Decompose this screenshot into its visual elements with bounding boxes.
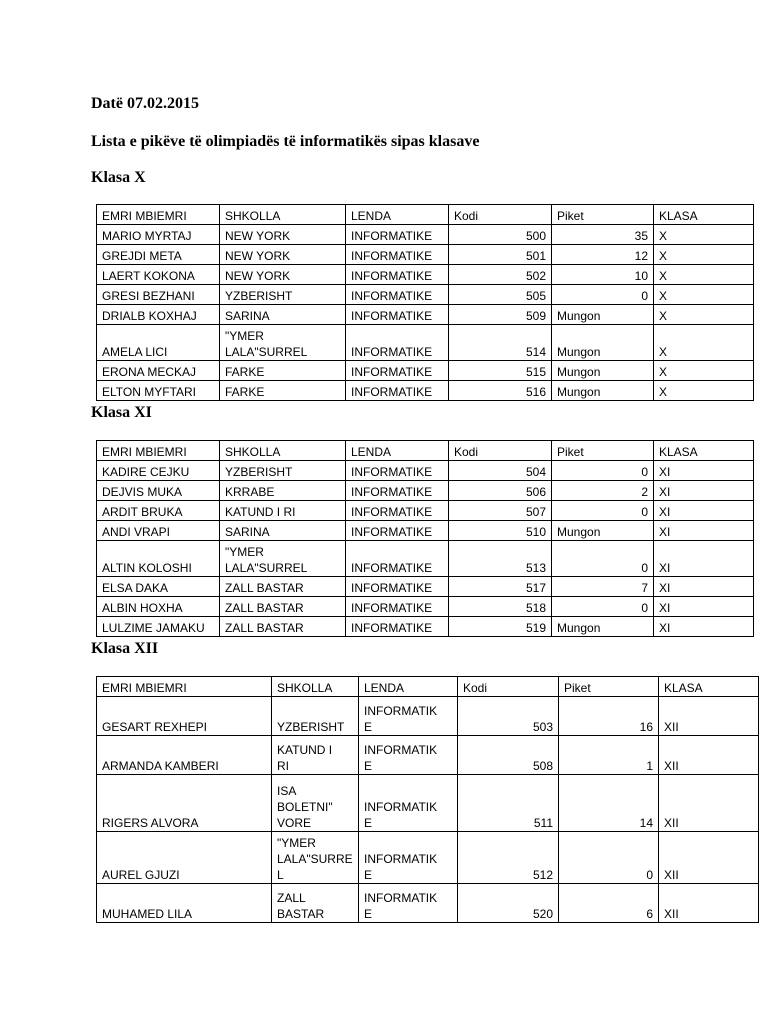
- cell-code: 505: [449, 285, 552, 305]
- cell-subject: INFORMATIKE: [346, 577, 449, 597]
- cell-school: NEW YORK: [220, 245, 346, 265]
- cell-points: Mungon: [552, 617, 654, 637]
- table-row: [97, 736, 759, 775]
- cell-code: 515: [449, 361, 552, 381]
- column-header-school: SHKOLLA: [220, 441, 346, 461]
- cell-name: LULZIME JAMAKU: [97, 617, 220, 637]
- table-row: [97, 481, 754, 501]
- cell-name: MARIO MYRTAJ: [97, 225, 220, 245]
- column-header-name: EMRI MBIEMRI: [97, 441, 220, 461]
- cell-school: KATUND I RI: [220, 501, 346, 521]
- section-heading-klasa-xii: Klasa XII: [91, 640, 159, 657]
- cell-subject: INFORMATIK E: [359, 775, 458, 832]
- cell-school: NEW YORK: [220, 265, 346, 285]
- table-row: [97, 617, 754, 637]
- cell-school: SARINA: [220, 305, 346, 325]
- cell-school: SARINA: [220, 521, 346, 541]
- table-header-row: [97, 205, 754, 225]
- cell-school: NEW YORK: [220, 225, 346, 245]
- cell-code: 509: [449, 305, 552, 325]
- cell-subject: INFORMATIKE: [346, 225, 449, 245]
- cell-class: X: [654, 325, 754, 361]
- cell-subject: INFORMATIKE: [346, 245, 449, 265]
- cell-code: 506: [449, 481, 552, 501]
- cell-name: ELSA DAKA: [97, 577, 220, 597]
- cell-name: ARDIT BRUKA: [97, 501, 220, 521]
- cell-subject: INFORMATIK E: [359, 884, 458, 923]
- table-row: [97, 884, 759, 923]
- cell-points: 35: [552, 225, 654, 245]
- cell-school: YZBERISHT: [272, 697, 359, 736]
- table-row: [97, 832, 759, 884]
- table-header-row: [97, 677, 759, 697]
- cell-points: 6: [559, 884, 659, 923]
- column-header-points: Piket: [552, 205, 654, 225]
- cell-subject: INFORMATIKE: [346, 617, 449, 637]
- cell-school: KRRABE: [220, 481, 346, 501]
- cell-subject: INFORMATIKE: [346, 361, 449, 381]
- section-heading-klasa-x: Klasa X: [91, 169, 146, 186]
- cell-points: 14: [559, 775, 659, 832]
- cell-points: 1: [559, 736, 659, 775]
- cell-subject: INFORMATIKE: [346, 501, 449, 521]
- column-header-code: Kodi: [449, 441, 552, 461]
- cell-class: X: [654, 305, 754, 325]
- cell-class: XI: [654, 541, 754, 577]
- table-row: [97, 501, 754, 521]
- cell-subject: INFORMATIKE: [346, 305, 449, 325]
- cell-subject: INFORMATIK E: [359, 832, 458, 884]
- cell-points: 16: [559, 697, 659, 736]
- cell-code: 517: [449, 577, 552, 597]
- cell-subject: INFORMATIKE: [346, 541, 449, 577]
- cell-name: DRIALB KOXHAJ: [97, 305, 220, 325]
- cell-code: 520: [458, 884, 559, 923]
- cell-code: 511: [458, 775, 559, 832]
- cell-name: ALBIN HOXHA: [97, 597, 220, 617]
- table-row: [97, 775, 759, 832]
- cell-school: ZALL BASTAR: [220, 577, 346, 597]
- table-header-row: [97, 441, 754, 461]
- cell-subject: INFORMATIKE: [346, 597, 449, 617]
- cell-subject: INFORMATIK E: [359, 697, 458, 736]
- table-row: [97, 577, 754, 597]
- cell-school: ZALL BASTAR: [272, 884, 359, 923]
- table-row: [97, 245, 754, 265]
- table-row: [97, 285, 754, 305]
- document-title: Lista e pikëve të olimpiadës të informatikës sipas klasave: [91, 133, 480, 150]
- table-row: [97, 265, 754, 285]
- cell-class: XI: [654, 461, 754, 481]
- cell-code: 514: [449, 325, 552, 361]
- column-header-name: EMRI MBIEMRI: [97, 205, 220, 225]
- cell-points: 0: [552, 461, 654, 481]
- cell-points: 7: [552, 577, 654, 597]
- cell-subject: INFORMATIKE: [346, 521, 449, 541]
- cell-school: YZBERISHT: [220, 285, 346, 305]
- column-header-school: SHKOLLA: [272, 677, 359, 697]
- table-row: [97, 697, 759, 736]
- column-header-code: Kodi: [449, 205, 552, 225]
- table-row: [97, 461, 754, 481]
- cell-name: RIGERS ALVORA: [97, 775, 272, 832]
- column-header-class: KLASA: [654, 441, 754, 461]
- column-header-points: Piket: [552, 441, 654, 461]
- table-row: [97, 361, 754, 381]
- cell-class: X: [654, 225, 754, 245]
- cell-points: Mungon: [552, 305, 654, 325]
- cell-name: LAERT KOKONA: [97, 265, 220, 285]
- table-row: [97, 521, 754, 541]
- cell-school: FARKE: [220, 361, 346, 381]
- column-header-school: SHKOLLA: [220, 205, 346, 225]
- cell-subject: INFORMATIKE: [346, 285, 449, 305]
- cell-name: ALTIN KOLOSHI: [97, 541, 220, 577]
- cell-points: Mungon: [552, 325, 654, 361]
- cell-points: 12: [552, 245, 654, 265]
- cell-class: X: [654, 381, 754, 401]
- cell-points: 0: [552, 285, 654, 305]
- cell-name: ARMANDA KAMBERI: [97, 736, 272, 775]
- cell-code: 518: [449, 597, 552, 617]
- cell-class: XI: [654, 577, 754, 597]
- cell-subject: INFORMATIKE: [346, 381, 449, 401]
- column-header-class: KLASA: [659, 677, 759, 697]
- cell-subject: INFORMATIK E: [359, 736, 458, 775]
- cell-class: X: [654, 285, 754, 305]
- cell-points: Mungon: [552, 361, 654, 381]
- cell-school: YZBERISHT: [220, 461, 346, 481]
- cell-code: 510: [449, 521, 552, 541]
- column-header-class: KLASA: [654, 205, 754, 225]
- column-header-subject: LENDA: [359, 677, 458, 697]
- cell-subject: INFORMATIKE: [346, 481, 449, 501]
- cell-school: ISA BOLETNI" VORE: [272, 775, 359, 832]
- cell-name: GRESI BEZHANI: [97, 285, 220, 305]
- cell-class: XI: [654, 481, 754, 501]
- cell-school: "YMER LALA"SURREL: [220, 541, 346, 577]
- cell-class: XI: [654, 521, 754, 541]
- cell-class: XI: [654, 597, 754, 617]
- cell-name: GREJDI META: [97, 245, 220, 265]
- cell-class: XII: [659, 884, 759, 923]
- table-row: [97, 597, 754, 617]
- cell-code: 503: [458, 697, 559, 736]
- cell-name: ERONA MECKAJ: [97, 361, 220, 381]
- cell-subject: INFORMATIKE: [346, 265, 449, 285]
- cell-class: XII: [659, 775, 759, 832]
- cell-name: ELTON MYFTARI: [97, 381, 220, 401]
- cell-school: ZALL BASTAR: [220, 617, 346, 637]
- cell-school: KATUND I RI: [272, 736, 359, 775]
- section-heading-klasa-xi: Klasa XI: [91, 404, 152, 421]
- cell-name: DEJVIS MUKA: [97, 481, 220, 501]
- cell-class: X: [654, 245, 754, 265]
- table-klasa-x: [96, 204, 754, 401]
- cell-name: AMELA LICI: [97, 325, 220, 361]
- column-header-code: Kodi: [458, 677, 559, 697]
- cell-school: FARKE: [220, 381, 346, 401]
- table-row: [97, 541, 754, 577]
- cell-points: 0: [552, 501, 654, 521]
- cell-name: KADIRE CEJKU: [97, 461, 220, 481]
- table-row: [97, 325, 754, 361]
- cell-code: 502: [449, 265, 552, 285]
- cell-class: XII: [659, 832, 759, 884]
- cell-name: ANDI VRAPI: [97, 521, 220, 541]
- cell-school: "YMER LALA"SURREL: [220, 325, 346, 361]
- table-row: [97, 225, 754, 245]
- cell-points: 10: [552, 265, 654, 285]
- cell-code: 519: [449, 617, 552, 637]
- table-row: [97, 305, 754, 325]
- cell-class: XI: [654, 617, 754, 637]
- column-header-subject: LENDA: [346, 205, 449, 225]
- cell-class: X: [654, 265, 754, 285]
- cell-points: Mungon: [552, 381, 654, 401]
- cell-class: X: [654, 361, 754, 381]
- cell-code: 500: [449, 225, 552, 245]
- cell-code: 512: [458, 832, 559, 884]
- cell-points: 2: [552, 481, 654, 501]
- table-row: [97, 381, 754, 401]
- cell-points: 0: [552, 541, 654, 577]
- document-date: Datë 07.02.2015: [91, 95, 199, 112]
- cell-subject: INFORMATIKE: [346, 461, 449, 481]
- cell-school: "YMER LALA"SURRE L: [272, 832, 359, 884]
- cell-name: MUHAMED LILA: [97, 884, 272, 923]
- cell-points: 0: [552, 597, 654, 617]
- cell-subject: INFORMATIKE: [346, 325, 449, 361]
- column-header-points: Piket: [559, 677, 659, 697]
- cell-code: 504: [449, 461, 552, 481]
- cell-code: 507: [449, 501, 552, 521]
- table-klasa-xii: [96, 676, 759, 923]
- column-header-name: EMRI MBIEMRI: [97, 677, 272, 697]
- column-header-subject: LENDA: [346, 441, 449, 461]
- cell-school: ZALL BASTAR: [220, 597, 346, 617]
- cell-class: XII: [659, 736, 759, 775]
- cell-name: AUREL GJUZI: [97, 832, 272, 884]
- table-klasa-xi: [96, 440, 754, 637]
- cell-name: GESART REXHEPI: [97, 697, 272, 736]
- cell-points: Mungon: [552, 521, 654, 541]
- cell-code: 501: [449, 245, 552, 265]
- cell-class: XII: [659, 697, 759, 736]
- cell-code: 516: [449, 381, 552, 401]
- cell-code: 513: [449, 541, 552, 577]
- cell-code: 508: [458, 736, 559, 775]
- cell-class: XI: [654, 501, 754, 521]
- cell-points: 0: [559, 832, 659, 884]
